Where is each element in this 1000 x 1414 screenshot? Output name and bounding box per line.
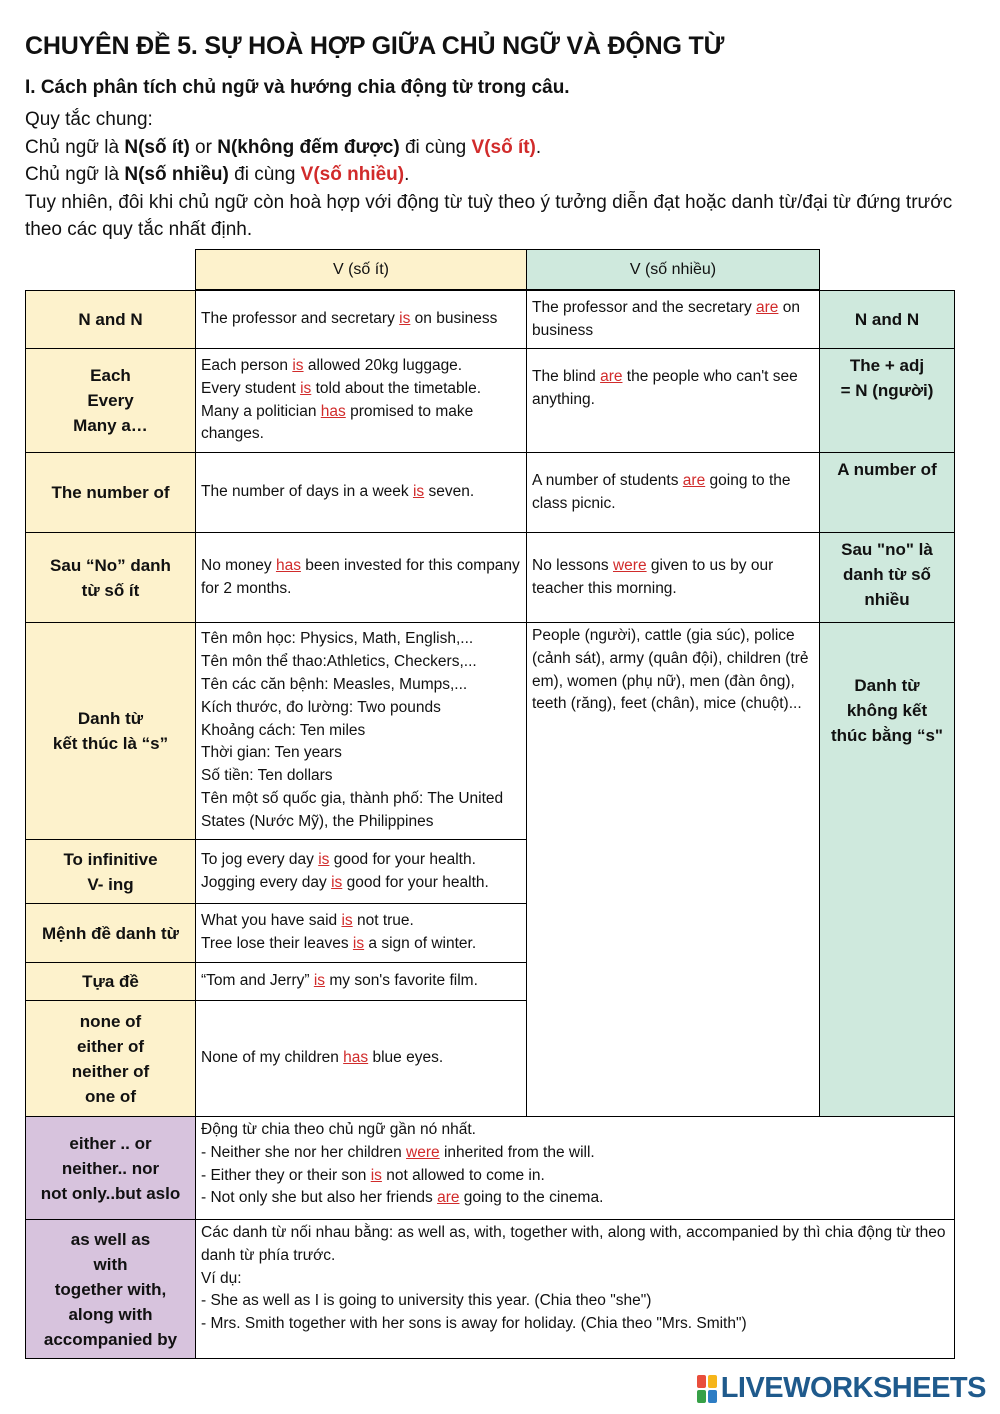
example-text: Each person <box>201 356 293 374</box>
example-text: No money <box>201 556 276 574</box>
verb-highlight: are <box>600 368 623 385</box>
example-line <box>201 1222 950 1268</box>
example-text: been invested for this company for 2 months. <box>201 556 520 597</box>
example-line <box>201 970 522 993</box>
example-text: the people who can't see anything. <box>532 368 798 408</box>
example-line <box>201 788 522 834</box>
example-line <box>201 849 522 872</box>
example-line <box>201 1290 950 1313</box>
example-text: None of my children <box>201 1049 344 1067</box>
singular-example-nouns-ending-s <box>195 622 527 840</box>
example-text: on business <box>532 298 800 339</box>
example-line <box>201 308 522 331</box>
header-singular-verb: V (số ít) <box>195 249 527 290</box>
example-line <box>201 1047 522 1070</box>
intro-text <box>25 106 975 244</box>
example-text: Kích thước, đo lường: Two pounds <box>201 698 441 716</box>
plural-rule-a-number-of: A number of <box>819 452 955 533</box>
example-text: - Neither she nor her children <box>201 1143 407 1161</box>
example-line <box>532 366 815 412</box>
plural-example-a-number-of <box>526 452 820 533</box>
example-text: Every student <box>201 379 301 397</box>
example-line <box>201 1313 950 1336</box>
liveworksheets-logo <box>697 1372 986 1405</box>
verb-highlight: are <box>437 1189 460 1207</box>
plural-example-no <box>526 532 820 623</box>
example-text: - Mrs. Smith together with her sons is away for holiday. (Chia theo "Mrs. Smith") <box>201 1315 747 1333</box>
example-line <box>201 674 522 697</box>
example-line <box>201 355 522 378</box>
example-text: Ví dụ: <box>201 1269 242 1287</box>
example-line <box>201 378 522 401</box>
example-line <box>201 1142 950 1165</box>
example-text: Many a politician <box>201 402 321 420</box>
liveworksheets-logo-text: LIVEWORKSHEETS <box>720 1372 986 1404</box>
plural-example-the-adj <box>526 348 820 453</box>
example-line <box>201 910 522 933</box>
example-text: good for your health. <box>342 873 489 891</box>
verb-highlight: has <box>275 556 301 574</box>
plural-rule-no-plural: Sau "no" là danh từ số nhiều <box>819 532 955 623</box>
example-text: blue eyes. <box>368 1049 444 1067</box>
verb-highlight: were <box>406 1143 440 1161</box>
singular-example-none-of <box>195 1000 527 1117</box>
example-text: seven. <box>424 483 475 501</box>
verb-highlight: is <box>318 850 330 868</box>
verb-highlight: are <box>682 471 706 489</box>
example-text: Tree lose their leaves <box>201 935 353 952</box>
verb-highlight: is <box>370 1166 382 1184</box>
row-label-no-singular: Sau “No” danh từ số ít <box>25 532 196 623</box>
row-label-the-number-of: The number of <box>25 452 196 533</box>
example-text: No lessons <box>532 556 613 574</box>
example-text: Khoảng cách: Ten miles <box>201 721 366 739</box>
plural-example-irregular-nouns <box>526 622 820 1117</box>
verb-highlight: is <box>331 873 343 891</box>
row-label-n-and-n: N and N <box>25 290 196 349</box>
verb-highlight: has <box>343 1049 369 1067</box>
example-text: A number of students <box>532 471 683 489</box>
example-text: The blind <box>532 368 601 385</box>
row-label-none-of-either-of: none of either of neither of one of <box>25 1000 196 1117</box>
example-text: Tên các căn bệnh: Measles, Mumps,... <box>201 676 468 693</box>
example-line <box>201 872 522 895</box>
example-text: Thời gian: Ten years <box>201 744 342 762</box>
example-line <box>201 651 522 674</box>
liveworksheets-logo-icon <box>697 1375 717 1403</box>
verb-highlight: is <box>313 972 326 990</box>
example-line <box>532 625 815 716</box>
example-text: Tên môn học: Physics, Math, English,... <box>201 630 474 648</box>
row-label-title: Tựa đề <box>25 962 196 1001</box>
example-line <box>532 470 815 516</box>
example-text: - She as well as I is going to university this year. (Chia theo "she") <box>201 1292 652 1310</box>
page-title: CHUYÊN ĐỀ 5. SỰ HOÀ HỢP GIỮA CHỦ NGỮ VÀ ĐỘNG TỪ <box>25 32 725 60</box>
example-text: People (người), cattle (gia súc), police (cảnh sát), army (quân đội), children (trẻ em), women (phụ nữ), men (đàn ông), teeth (răng), feet (chân), mice (chuột)... <box>532 627 809 713</box>
singular-example-each-every <box>195 348 527 453</box>
example-text: not allowed to come in. <box>381 1166 545 1184</box>
example-text: Jogging every day <box>201 873 332 891</box>
example-text: The professor and secretary <box>201 310 400 328</box>
singular-example-the-number-of <box>195 452 527 533</box>
example-line <box>201 697 522 720</box>
example-text: my son's favorite film. <box>325 972 478 990</box>
example-text: going to the cinema. <box>459 1189 604 1207</box>
example-text: - Not only she but also her friends <box>201 1189 438 1207</box>
singular-example-title <box>195 962 527 1001</box>
example-text: on business <box>410 310 498 328</box>
example-text: “Tom and Jerry” <box>201 972 314 990</box>
example-text: promised to make changes. <box>201 402 474 443</box>
example-line <box>201 1268 950 1291</box>
rule-label: Quy tắc chung: <box>25 109 153 130</box>
example-line <box>201 555 522 601</box>
example-text: Động từ chia theo chủ ngữ gần nó nhất. <box>201 1121 476 1138</box>
example-line <box>201 765 522 788</box>
wide-example-proximity-rule <box>195 1116 955 1220</box>
example-text: told about the timetable. <box>311 379 482 397</box>
plural-rule-n-and-n: N and N <box>819 290 955 349</box>
verb-highlight: is <box>341 912 353 930</box>
example-line <box>201 628 522 651</box>
rule-exceptions: Tuy nhiên, đôi khi chủ ngữ còn hoà hợp với động từ tuỳ theo ý tưởng diễn đạt hoặc danh từ/đại từ đứng trước theo các quy tắc nhất định. <box>25 191 953 240</box>
example-line <box>201 720 522 743</box>
row-label-as-well-as-with: as well as with together with, along with accompanied by <box>25 1219 196 1359</box>
example-text: Các danh từ nối nhau bằng: as well as, with, together with, along with, accompanied by thì chia động từ theo danh từ phía trước. <box>201 1224 946 1264</box>
verb-highlight: is <box>300 379 312 397</box>
example-text: going to the class picnic. <box>532 471 791 512</box>
wide-example-first-noun-rule <box>195 1219 955 1359</box>
verb-highlight: is <box>399 310 411 328</box>
example-text: Tên một số quốc gia, thành phố: The United States (Nước Mỹ), the Philippines <box>201 789 504 830</box>
example-line <box>201 1119 950 1142</box>
example-text: a sign of winter. <box>364 935 477 952</box>
example-text: The number of days in a week <box>201 483 413 501</box>
verb-highlight: are <box>756 298 779 316</box>
section-heading: I. Cách phân tích chủ ngữ và hướng chia động từ trong câu. <box>25 77 570 98</box>
example-text: What you have said <box>201 912 342 930</box>
example-text: inherited from the will. <box>439 1143 595 1161</box>
row-label-to-infinitive-ving: To infinitive V- ing <box>25 839 196 904</box>
verb-highlight: were <box>612 556 647 574</box>
example-text: The professor and the secretary <box>532 298 757 316</box>
row-label-either-or-neither-nor: either .. or neither.. nor not only..but aslo <box>25 1116 196 1220</box>
example-line <box>201 1187 950 1210</box>
example-text: not true. <box>352 912 414 930</box>
row-label-each-every: Each Every Many a… <box>25 348 196 453</box>
singular-example-n-and-n <box>195 290 527 349</box>
row-label-noun-clause: Mệnh đề danh từ <box>25 903 196 963</box>
example-line <box>201 401 522 447</box>
verb-highlight: is <box>352 935 365 952</box>
rule-singular: Chủ ngữ là N(số ít) or N(không đếm được) đi cùng V(số ít). <box>25 136 542 158</box>
plural-example-n-and-n <box>526 290 820 349</box>
singular-example-to-infinitive-ving <box>195 839 527 904</box>
plural-rule-the-adj: The + adj = N (người) <box>819 348 955 453</box>
example-text: Số tiền: Ten dollars <box>201 767 333 785</box>
verb-highlight: is <box>412 483 425 501</box>
example-line <box>201 742 522 765</box>
example-text: given to us by our teacher this morning. <box>532 556 774 597</box>
example-line <box>201 1165 950 1188</box>
row-label-nouns-ending-s: Danh từ kết thúc là “s” <box>25 622 196 840</box>
example-text: good for your health. <box>329 850 476 868</box>
example-text: Tên môn thể thao:Athletics, Checkers,... <box>201 653 477 671</box>
header-plural-verb: V (số nhiều) <box>526 249 820 290</box>
singular-example-noun-clause <box>195 903 527 963</box>
example-text: To jog every day <box>201 850 319 868</box>
verb-highlight: is <box>292 356 304 374</box>
example-text: allowed 20kg luggage. <box>303 356 463 374</box>
example-line <box>532 297 815 343</box>
plural-rule-nouns-not-ending-s: Danh từ không kết thúc bằng “s" <box>819 622 955 1117</box>
example-line <box>201 481 522 504</box>
example-line <box>201 933 522 956</box>
verb-highlight: has <box>320 402 346 420</box>
rule-plural: Chủ ngữ là N(số nhiều) đi cùng V(số nhiều). <box>25 164 410 185</box>
singular-example-no <box>195 532 527 623</box>
example-text: - Either they or their son <box>201 1166 371 1184</box>
example-line <box>532 555 815 601</box>
